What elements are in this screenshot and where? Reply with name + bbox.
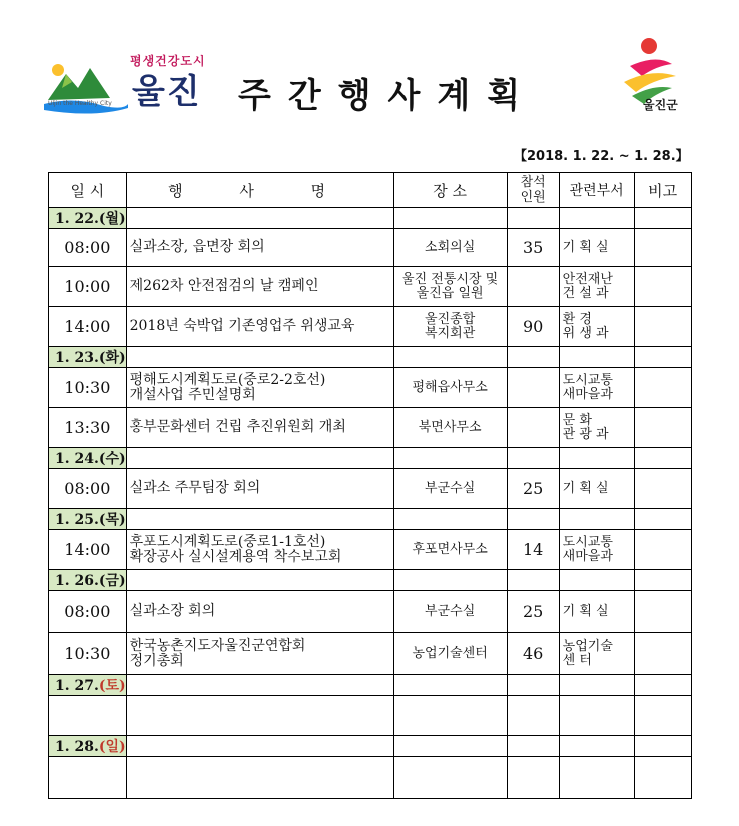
event-row <box>49 591 692 633</box>
day-of-week: (수) <box>98 451 126 467</box>
event-row <box>49 307 692 347</box>
date-cell <box>49 448 127 469</box>
empty-cell <box>126 675 393 696</box>
event-dept <box>559 757 634 799</box>
header-attendees-line2: 인원 <box>520 190 546 205</box>
date-row <box>49 347 692 368</box>
empty-cell <box>126 570 393 591</box>
empty-cell <box>559 675 634 696</box>
event-note <box>634 267 691 307</box>
event-time <box>49 757 127 799</box>
header-note: 비고 <box>634 173 691 208</box>
date-row <box>49 509 692 530</box>
header-dept: 관련부서 <box>559 173 634 208</box>
event-title <box>126 696 393 736</box>
date-cell <box>49 675 127 696</box>
day-of-week: (화) <box>98 350 126 366</box>
event-note <box>634 591 691 633</box>
event-time: 08:00 <box>49 469 127 509</box>
empty-cell <box>507 675 559 696</box>
date-row <box>49 448 692 469</box>
day-of-week: (일) <box>98 739 126 755</box>
day-of-week: (목) <box>98 512 126 528</box>
event-title: 한국농촌지도자울진군연합회 정기총회 <box>126 633 393 675</box>
event-note <box>634 469 691 509</box>
day-of-week: (금) <box>98 573 126 589</box>
empty-cell <box>559 347 634 368</box>
event-time <box>49 696 127 736</box>
event-title: 실과소 주무팀장 회의 <box>126 469 393 509</box>
header-event <box>126 173 393 208</box>
date-cell <box>49 509 127 530</box>
event-title: 실과소장 회의 <box>126 591 393 633</box>
event-place: 소회의실 <box>393 229 507 267</box>
event-dept: 기 획 실 <box>559 469 634 509</box>
date-cell <box>49 736 127 757</box>
event-note <box>634 696 691 736</box>
empty-cell <box>393 208 507 229</box>
logo-english-text: Uljin the Healthy City <box>48 100 112 107</box>
event-note <box>634 757 691 799</box>
header-place: 장 소 <box>393 173 507 208</box>
empty-cell <box>126 208 393 229</box>
empty-cell <box>634 675 691 696</box>
date-row <box>49 736 692 757</box>
schedule-body <box>49 208 692 799</box>
empty-cell <box>559 448 634 469</box>
event-dept: 문 화 관 광 과 <box>559 408 634 448</box>
date-row <box>49 675 692 696</box>
event-dept: 도시교통 새마을과 <box>559 530 634 570</box>
event-place: 울진 전통시장 및 울진읍 일원 <box>393 267 507 307</box>
date-cell <box>49 347 127 368</box>
empty-cell <box>393 509 507 530</box>
empty-cell <box>634 509 691 530</box>
event-note <box>634 229 691 267</box>
empty-cell <box>634 736 691 757</box>
event-place: 후포면사무소 <box>393 530 507 570</box>
date-number: 1. 25. <box>55 512 99 528</box>
empty-cell <box>126 448 393 469</box>
event-place: 북면사무소 <box>393 408 507 448</box>
header-event-label: 행 사 명 <box>168 181 352 200</box>
empty-cell <box>507 448 559 469</box>
empty-cell <box>507 509 559 530</box>
day-of-week: (토) <box>98 678 126 694</box>
event-place <box>393 757 507 799</box>
event-dept <box>559 696 634 736</box>
empty-cell <box>126 509 393 530</box>
event-time: 10:30 <box>49 633 127 675</box>
event-row <box>49 408 692 448</box>
schedule-period: 【2018. 1. 22. ~ 1. 28.】 <box>514 149 689 164</box>
event-attendees <box>507 368 559 408</box>
event-dept: 농업기술 센 터 <box>559 633 634 675</box>
header-attendees-line1: 참석 <box>520 175 546 190</box>
event-time: 14:00 <box>49 307 127 347</box>
event-attendees: 35 <box>507 229 559 267</box>
event-time: 13:30 <box>49 408 127 448</box>
event-row <box>49 530 692 570</box>
event-attendees <box>507 267 559 307</box>
empty-cell <box>507 347 559 368</box>
event-time: 10:30 <box>49 368 127 408</box>
header-date: 일 시 <box>49 173 127 208</box>
date-number: 1. 28. <box>55 739 99 755</box>
empty-cell <box>393 448 507 469</box>
date-number: 1. 22. <box>55 211 99 227</box>
event-dept: 기 획 실 <box>559 591 634 633</box>
empty-cell <box>393 347 507 368</box>
event-title: 2018년 숙박업 기존영업주 위생교육 <box>126 307 393 347</box>
event-note <box>634 633 691 675</box>
date-cell <box>49 208 127 229</box>
logo-wordmark: 울진 <box>132 72 202 112</box>
event-note <box>634 530 691 570</box>
county-name-label: 울진군 <box>643 98 678 112</box>
event-note <box>634 307 691 347</box>
event-attendees: 14 <box>507 530 559 570</box>
logo-tagline: 평생건강도시 <box>130 54 206 68</box>
event-time: 10:00 <box>49 267 127 307</box>
event-dept: 기 획 실 <box>559 229 634 267</box>
event-title: 제262차 안전점검의 날 캠페인 <box>126 267 393 307</box>
event-time: 14:00 <box>49 530 127 570</box>
empty-cell <box>634 570 691 591</box>
date-number: 1. 23. <box>55 350 99 366</box>
event-title: 평해도시계획도로(중로2-2호선) 개설사업 주민설명회 <box>126 368 393 408</box>
event-place <box>393 696 507 736</box>
event-place: 울진종합 복지회관 <box>393 307 507 347</box>
empty-cell <box>559 570 634 591</box>
event-title: 후포도시계획도로(중로1-1호선) 확장공사 실시설계용역 착수보고회 <box>126 530 393 570</box>
date-number: 1. 27. <box>55 678 99 694</box>
event-row <box>49 368 692 408</box>
event-row <box>49 633 692 675</box>
weekly-schedule-table <box>48 172 692 799</box>
empty-cell <box>559 509 634 530</box>
day-of-week: (월) <box>98 211 126 227</box>
event-dept: 안전재난 건 설 과 <box>559 267 634 307</box>
empty-cell <box>126 347 393 368</box>
empty-cell <box>507 570 559 591</box>
empty-cell <box>634 208 691 229</box>
event-place: 부군수실 <box>393 591 507 633</box>
event-note <box>634 408 691 448</box>
event-row <box>49 469 692 509</box>
event-dept: 도시교통 새마을과 <box>559 368 634 408</box>
event-place: 부군수실 <box>393 469 507 509</box>
empty-cell <box>634 347 691 368</box>
empty-cell <box>126 736 393 757</box>
event-attendees: 90 <box>507 307 559 347</box>
empty-cell <box>393 570 507 591</box>
event-dept: 환 경 위 생 과 <box>559 307 634 347</box>
empty-cell <box>559 208 634 229</box>
empty-cell <box>507 736 559 757</box>
event-attendees: 25 <box>507 469 559 509</box>
event-title: 홍부문화센터 건립 추진위원회 개최 <box>126 408 393 448</box>
event-place: 평해읍사무소 <box>393 368 507 408</box>
empty-cell <box>634 448 691 469</box>
event-row <box>49 757 692 799</box>
event-place: 농업기술센터 <box>393 633 507 675</box>
event-attendees: 46 <box>507 633 559 675</box>
event-row <box>49 229 692 267</box>
empty-cell <box>393 736 507 757</box>
date-number: 1. 24. <box>55 451 99 467</box>
date-cell <box>49 570 127 591</box>
empty-cell <box>507 208 559 229</box>
event-attendees <box>507 408 559 448</box>
event-attendees <box>507 757 559 799</box>
event-note <box>634 368 691 408</box>
event-title: 실과소장, 읍면장 회의 <box>126 229 393 267</box>
table-header-row <box>49 173 692 208</box>
date-row <box>49 208 692 229</box>
event-row <box>49 696 692 736</box>
date-number: 1. 26. <box>55 573 99 589</box>
empty-cell <box>393 675 507 696</box>
event-title <box>126 757 393 799</box>
empty-cell <box>559 736 634 757</box>
event-attendees <box>507 696 559 736</box>
header-attendees <box>507 173 559 208</box>
event-row <box>49 267 692 307</box>
date-row <box>49 570 692 591</box>
event-time: 08:00 <box>49 591 127 633</box>
event-attendees: 25 <box>507 591 559 633</box>
page-title: 주간행사계획 <box>238 76 538 116</box>
event-time: 08:00 <box>49 229 127 267</box>
